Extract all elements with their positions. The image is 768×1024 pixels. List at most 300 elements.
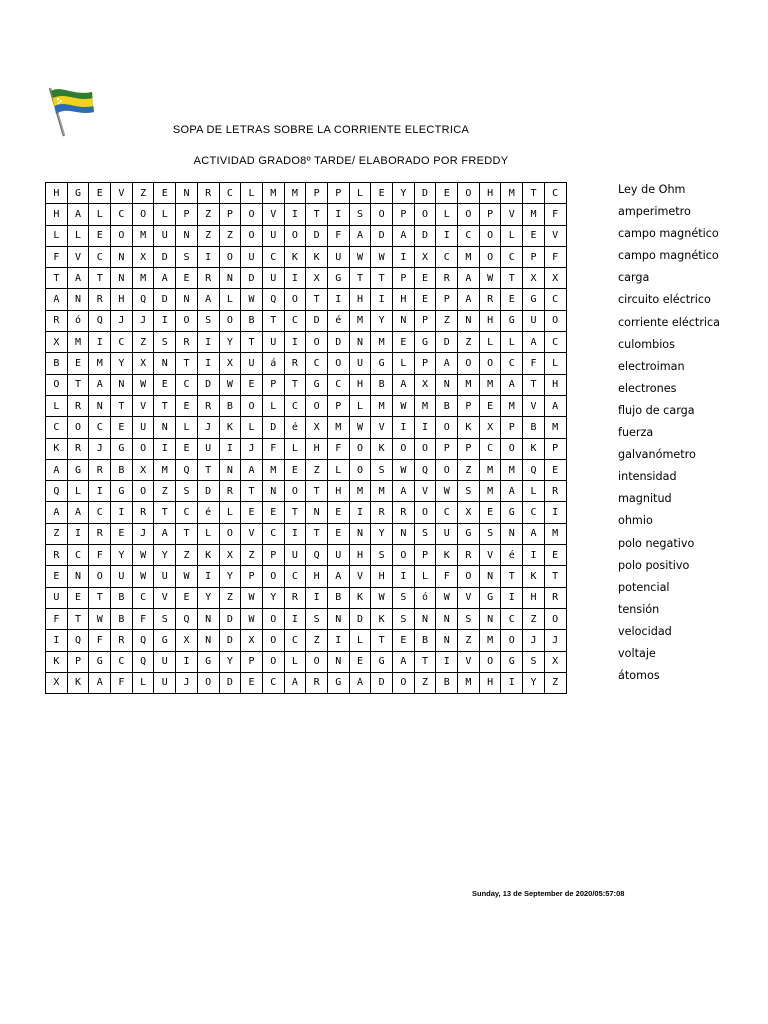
grid-cell: N	[327, 651, 349, 672]
grid-cell: Z	[132, 332, 154, 353]
grid-cell: Z	[544, 672, 566, 693]
grid-cell: S	[349, 204, 371, 225]
grid-row	[46, 608, 567, 629]
grid-cell: Y	[111, 353, 133, 374]
grid-cell: I	[154, 438, 176, 459]
grid-cell: U	[327, 545, 349, 566]
grid-cell: N	[219, 268, 241, 289]
grid-cell: F	[544, 246, 566, 267]
grid-cell: I	[436, 225, 458, 246]
grid-cell: I	[197, 566, 219, 587]
grid-cell: I	[349, 502, 371, 523]
grid-cell: Q	[262, 289, 284, 310]
grid-row	[46, 289, 567, 310]
grid-cell: F	[544, 204, 566, 225]
grid-cell: R	[89, 459, 111, 480]
word-list-item: amperimetro	[618, 205, 691, 219]
grid-cell: L	[393, 353, 415, 374]
grid-cell: W	[349, 246, 371, 267]
grid-cell: A	[458, 289, 480, 310]
grid-cell: T	[176, 523, 198, 544]
grid-cell: T	[284, 502, 306, 523]
grid-cell: L	[46, 395, 68, 416]
grid-cell: N	[111, 246, 133, 267]
grid-cell: P	[219, 204, 241, 225]
grid-cell: R	[67, 438, 89, 459]
grid-cell: M	[89, 353, 111, 374]
grid-cell: W	[132, 374, 154, 395]
word-list-item: velocidad	[618, 624, 672, 638]
grid-cell: H	[111, 289, 133, 310]
grid-cell: O	[479, 651, 501, 672]
grid-cell: X	[306, 268, 328, 289]
grid-cell: O	[436, 417, 458, 438]
grid-cell: F	[523, 353, 545, 374]
grid-cell: C	[458, 225, 480, 246]
grid-cell: D	[371, 225, 393, 246]
grid-cell: J	[132, 523, 154, 544]
grid-cell: T	[306, 523, 328, 544]
page-subtitle: ACTIVIDAD GRADO8º TARDE/ ELABORADO POR FREDDY	[193, 155, 509, 167]
word-list-item: electroiman	[618, 359, 685, 373]
grid-cell: O	[111, 225, 133, 246]
grid-cell: X	[219, 545, 241, 566]
grid-cell: O	[349, 459, 371, 480]
grid-cell: R	[197, 268, 219, 289]
grid-cell: H	[306, 566, 328, 587]
grid-cell: C	[67, 545, 89, 566]
grid-row	[46, 630, 567, 651]
grid-cell: Z	[176, 545, 198, 566]
grid-cell: D	[436, 332, 458, 353]
word-list-item: fuerza	[618, 426, 654, 440]
grid-cell: G	[327, 268, 349, 289]
grid-cell: W	[219, 374, 241, 395]
grid-cell: M	[544, 417, 566, 438]
grid-cell: G	[327, 672, 349, 693]
grid-cell: A	[154, 268, 176, 289]
grid-cell: P	[458, 438, 480, 459]
grid-cell: C	[262, 523, 284, 544]
grid-cell: O	[197, 672, 219, 693]
grid-cell: N	[436, 608, 458, 629]
grid-cell: B	[241, 310, 263, 331]
grid-cell: E	[284, 459, 306, 480]
grid-cell: A	[393, 481, 415, 502]
grid-cell: E	[327, 523, 349, 544]
grid-cell: B	[111, 459, 133, 480]
grid-cell: Q	[132, 651, 154, 672]
grid-cell: O	[132, 204, 154, 225]
grid-cell: D	[306, 225, 328, 246]
grid-row	[46, 672, 567, 693]
grid-cell: L	[436, 204, 458, 225]
grid-cell: T	[176, 353, 198, 374]
grid-cell: S	[371, 459, 393, 480]
grid-cell: Q	[132, 630, 154, 651]
grid-cell: L	[523, 481, 545, 502]
grid-cell: M	[262, 459, 284, 480]
grid-cell: W	[176, 566, 198, 587]
grid-cell: L	[176, 417, 198, 438]
grid-cell: B	[523, 417, 545, 438]
grid-cell: O	[67, 417, 89, 438]
grid-cell: A	[349, 672, 371, 693]
grid-cell: V	[349, 566, 371, 587]
grid-cell: C	[89, 417, 111, 438]
grid-cell: A	[501, 481, 523, 502]
grid-cell: G	[523, 289, 545, 310]
grid-cell: M	[371, 332, 393, 353]
grid-cell: J	[197, 417, 219, 438]
grid-cell: H	[306, 438, 328, 459]
grid-cell: R	[132, 502, 154, 523]
grid-cell: S	[154, 332, 176, 353]
grid-row	[46, 502, 567, 523]
grid-row	[46, 246, 567, 267]
grid-cell: é	[327, 310, 349, 331]
grid-cell: K	[306, 246, 328, 267]
word-list-item: corriente eléctrica	[618, 315, 721, 329]
grid-cell: T	[197, 459, 219, 480]
grid-cell: L	[414, 566, 436, 587]
grid-cell: D	[219, 672, 241, 693]
grid-row	[46, 374, 567, 395]
grid-cell: R	[176, 332, 198, 353]
grid-cell: P	[262, 545, 284, 566]
grid-cell: V	[544, 225, 566, 246]
grid-cell: I	[327, 289, 349, 310]
grid-cell: C	[284, 566, 306, 587]
grid-cell: R	[284, 587, 306, 608]
grid-cell: P	[393, 204, 415, 225]
grid-cell: B	[371, 374, 393, 395]
grid-cell: O	[46, 374, 68, 395]
grid-cell: C	[89, 502, 111, 523]
grid-cell: Y	[371, 523, 393, 544]
grid-cell: N	[219, 459, 241, 480]
grid-cell: C	[46, 417, 68, 438]
grid-cell: Q	[89, 310, 111, 331]
grid-cell: E	[89, 225, 111, 246]
grid-cell: N	[436, 374, 458, 395]
grid-cell: E	[414, 268, 436, 289]
grid-cell: Z	[197, 225, 219, 246]
grid-cell: A	[241, 459, 263, 480]
word-list-item: galvanómetro	[618, 448, 696, 462]
grid-cell: Y	[154, 545, 176, 566]
grid-cell: Z	[458, 459, 480, 480]
grid-cell: H	[327, 481, 349, 502]
grid-cell: G	[89, 651, 111, 672]
grid-cell: A	[436, 353, 458, 374]
grid-cell: J	[132, 310, 154, 331]
grid-cell: E	[523, 225, 545, 246]
grid-cell: T	[306, 204, 328, 225]
grid-cell: N	[262, 481, 284, 502]
word-list-item: polo negativo	[618, 536, 695, 550]
word-list-item: polo positivo	[618, 558, 690, 572]
word-list-item: voltaje	[618, 646, 656, 660]
grid-row	[46, 417, 567, 438]
grid-cell: X	[544, 651, 566, 672]
grid-cell: F	[327, 438, 349, 459]
grid-cell: á	[262, 353, 284, 374]
grid-cell: J	[89, 438, 111, 459]
grid-cell: Y	[523, 672, 545, 693]
grid-cell: T	[501, 268, 523, 289]
grid-cell: E	[154, 183, 176, 204]
grid-cell: G	[458, 523, 480, 544]
grid-cell: V	[111, 183, 133, 204]
grid-cell: O	[262, 630, 284, 651]
word-list-item: electrones	[618, 381, 677, 395]
grid-row	[46, 481, 567, 502]
grid-cell: S	[371, 545, 393, 566]
grid-cell: S	[523, 651, 545, 672]
grid-cell: C	[501, 353, 523, 374]
grid-cell: M	[154, 459, 176, 480]
grid-cell: R	[393, 502, 415, 523]
grid-cell: A	[89, 374, 111, 395]
grid-cell: U	[197, 438, 219, 459]
grid-cell: Y	[219, 332, 241, 353]
grid-cell: M	[458, 374, 480, 395]
grid-cell: K	[523, 438, 545, 459]
grid-cell: E	[479, 395, 501, 416]
grid-cell: C	[284, 310, 306, 331]
grid-cell: T	[241, 332, 263, 353]
grid-cell: A	[89, 672, 111, 693]
grid-cell: K	[436, 545, 458, 566]
grid-cell: H	[46, 204, 68, 225]
grid-cell: D	[241, 268, 263, 289]
grid-cell: M	[371, 395, 393, 416]
grid-cell: K	[46, 438, 68, 459]
grid-cell: M	[501, 459, 523, 480]
grid-cell: O	[501, 630, 523, 651]
grid-cell: A	[523, 332, 545, 353]
grid-cell: V	[241, 523, 263, 544]
grid-cell: W	[241, 587, 263, 608]
word-list-item: átomos	[618, 669, 660, 683]
grid-row	[46, 651, 567, 672]
grid-cell: R	[89, 289, 111, 310]
grid-cell: W	[393, 395, 415, 416]
grid-cell: B	[219, 395, 241, 416]
grid-cell: I	[284, 523, 306, 544]
grid-cell: O	[544, 608, 566, 629]
grid-cell: Y	[262, 587, 284, 608]
grid-cell: O	[241, 225, 263, 246]
grid-cell: R	[371, 502, 393, 523]
grid-cell: H	[479, 183, 501, 204]
grid-cell: X	[219, 353, 241, 374]
grid-cell: O	[327, 353, 349, 374]
grid-cell: N	[111, 374, 133, 395]
grid-cell: L	[284, 438, 306, 459]
grid-cell: M	[523, 204, 545, 225]
grid-cell: Z	[219, 225, 241, 246]
grid-cell: B	[414, 630, 436, 651]
grid-cell: W	[241, 289, 263, 310]
word-list-item: circuito eléctrico	[618, 293, 711, 307]
grid-cell: é	[284, 417, 306, 438]
word-list-item: potencial	[618, 580, 670, 594]
grid-cell: H	[479, 672, 501, 693]
grid-cell: S	[306, 608, 328, 629]
grid-row	[46, 566, 567, 587]
grid-cell: R	[544, 481, 566, 502]
grid-cell: E	[176, 395, 198, 416]
grid-cell: T	[371, 630, 393, 651]
grid-cell: P	[479, 204, 501, 225]
grid-cell: C	[132, 587, 154, 608]
grid-cell: O	[241, 395, 263, 416]
grid-cell: H	[393, 289, 415, 310]
grid-cell: B	[436, 395, 458, 416]
grid-cell: C	[544, 183, 566, 204]
grid-cell: W	[89, 608, 111, 629]
grid-cell: V	[523, 395, 545, 416]
grid-cell: C	[111, 204, 133, 225]
grid-cell: A	[67, 268, 89, 289]
grid-cell: K	[219, 417, 241, 438]
grid-cell: C	[501, 608, 523, 629]
grid-cell: N	[111, 268, 133, 289]
grid-cell: W	[371, 246, 393, 267]
grid-cell: V	[479, 545, 501, 566]
grid-cell: L	[349, 395, 371, 416]
word-list-item: campo magnético	[618, 249, 719, 263]
grid-cell: T	[349, 268, 371, 289]
grid-cell: P	[327, 395, 349, 416]
grid-cell: C	[262, 672, 284, 693]
grid-cell: T	[284, 374, 306, 395]
grid-cell: U	[111, 566, 133, 587]
grid-cell: I	[371, 289, 393, 310]
grid-cell: P	[436, 438, 458, 459]
grid-cell: K	[371, 438, 393, 459]
grid-cell: Z	[154, 481, 176, 502]
grid-cell: K	[458, 417, 480, 438]
grid-cell: O	[393, 545, 415, 566]
grid-cell: R	[544, 587, 566, 608]
grid-cell: G	[501, 502, 523, 523]
grid-cell: Y	[393, 183, 415, 204]
grid-cell: M	[327, 417, 349, 438]
grid-cell: U	[262, 225, 284, 246]
grid-cell: G	[306, 374, 328, 395]
word-list	[618, 180, 720, 688]
grid-cell: A	[349, 225, 371, 246]
grid-cell: O	[262, 566, 284, 587]
grid-cell: E	[176, 268, 198, 289]
grid-cell: S	[479, 523, 501, 544]
grid-cell: L	[501, 332, 523, 353]
grid-cell: G	[371, 651, 393, 672]
grid-row	[46, 459, 567, 480]
grid-cell: I	[89, 481, 111, 502]
grid-cell: Z	[132, 183, 154, 204]
grid-cell: I	[327, 630, 349, 651]
grid-cell: Q	[67, 630, 89, 651]
grid-cell: O	[284, 481, 306, 502]
grid-cell: C	[176, 374, 198, 395]
grid-cell: A	[46, 289, 68, 310]
grid-cell: O	[458, 204, 480, 225]
grid-cell: Z	[523, 608, 545, 629]
grid-cell: F	[327, 225, 349, 246]
grid-cell: N	[349, 332, 371, 353]
grid-cell: G	[479, 587, 501, 608]
word-list-item: culombios	[618, 337, 675, 351]
grid-cell: L	[544, 353, 566, 374]
grid-cell: E	[89, 183, 111, 204]
grid-cell: P	[414, 353, 436, 374]
grid-row	[46, 587, 567, 608]
grid-cell: V	[458, 587, 480, 608]
timestamp: Sunday, 13 de September de 2020/05:57:08	[472, 889, 625, 898]
grid-cell: T	[67, 374, 89, 395]
grid-cell: X	[132, 246, 154, 267]
grid-cell: R	[284, 353, 306, 374]
grid-cell: W	[132, 566, 154, 587]
grid-cell: V	[132, 395, 154, 416]
grid-cell: I	[284, 608, 306, 629]
grid-cell: U	[154, 651, 176, 672]
grid-cell: Z	[458, 332, 480, 353]
grid-cell: P	[501, 417, 523, 438]
grid-cell: Z	[414, 672, 436, 693]
grid-cell: D	[306, 310, 328, 331]
grid-cell: R	[46, 545, 68, 566]
grid-cell: I	[327, 204, 349, 225]
grid-cell: I	[67, 523, 89, 544]
grid-cell: C	[544, 332, 566, 353]
grid-cell: O	[284, 289, 306, 310]
grid-cell: A	[46, 502, 68, 523]
grid-cell: F	[89, 630, 111, 651]
grid-cell: O	[132, 481, 154, 502]
grid-cell: L	[67, 225, 89, 246]
grid-cell: I	[219, 438, 241, 459]
grid-cell: é	[197, 502, 219, 523]
grid-cell: I	[501, 587, 523, 608]
grid-cell: J	[523, 630, 545, 651]
grid-row	[46, 225, 567, 246]
grid-cell: Z	[197, 204, 219, 225]
grid-cell: I	[197, 353, 219, 374]
grid-cell: C	[176, 502, 198, 523]
grid-cell: P	[306, 183, 328, 204]
grid-cell: E	[393, 630, 415, 651]
grid-cell: D	[414, 225, 436, 246]
grid-cell: E	[111, 417, 133, 438]
grid-cell: N	[154, 353, 176, 374]
grid-cell: G	[67, 183, 89, 204]
grid-cell: N	[197, 608, 219, 629]
grid-cell: B	[111, 587, 133, 608]
grid-cell: ó	[67, 310, 89, 331]
grid-cell: T	[306, 481, 328, 502]
grid-cell: E	[544, 459, 566, 480]
grid-cell: W	[132, 545, 154, 566]
grid-cell: U	[241, 353, 263, 374]
grid-cell: W	[241, 608, 263, 629]
grid-cell: T	[111, 395, 133, 416]
grid-cell: T	[241, 481, 263, 502]
